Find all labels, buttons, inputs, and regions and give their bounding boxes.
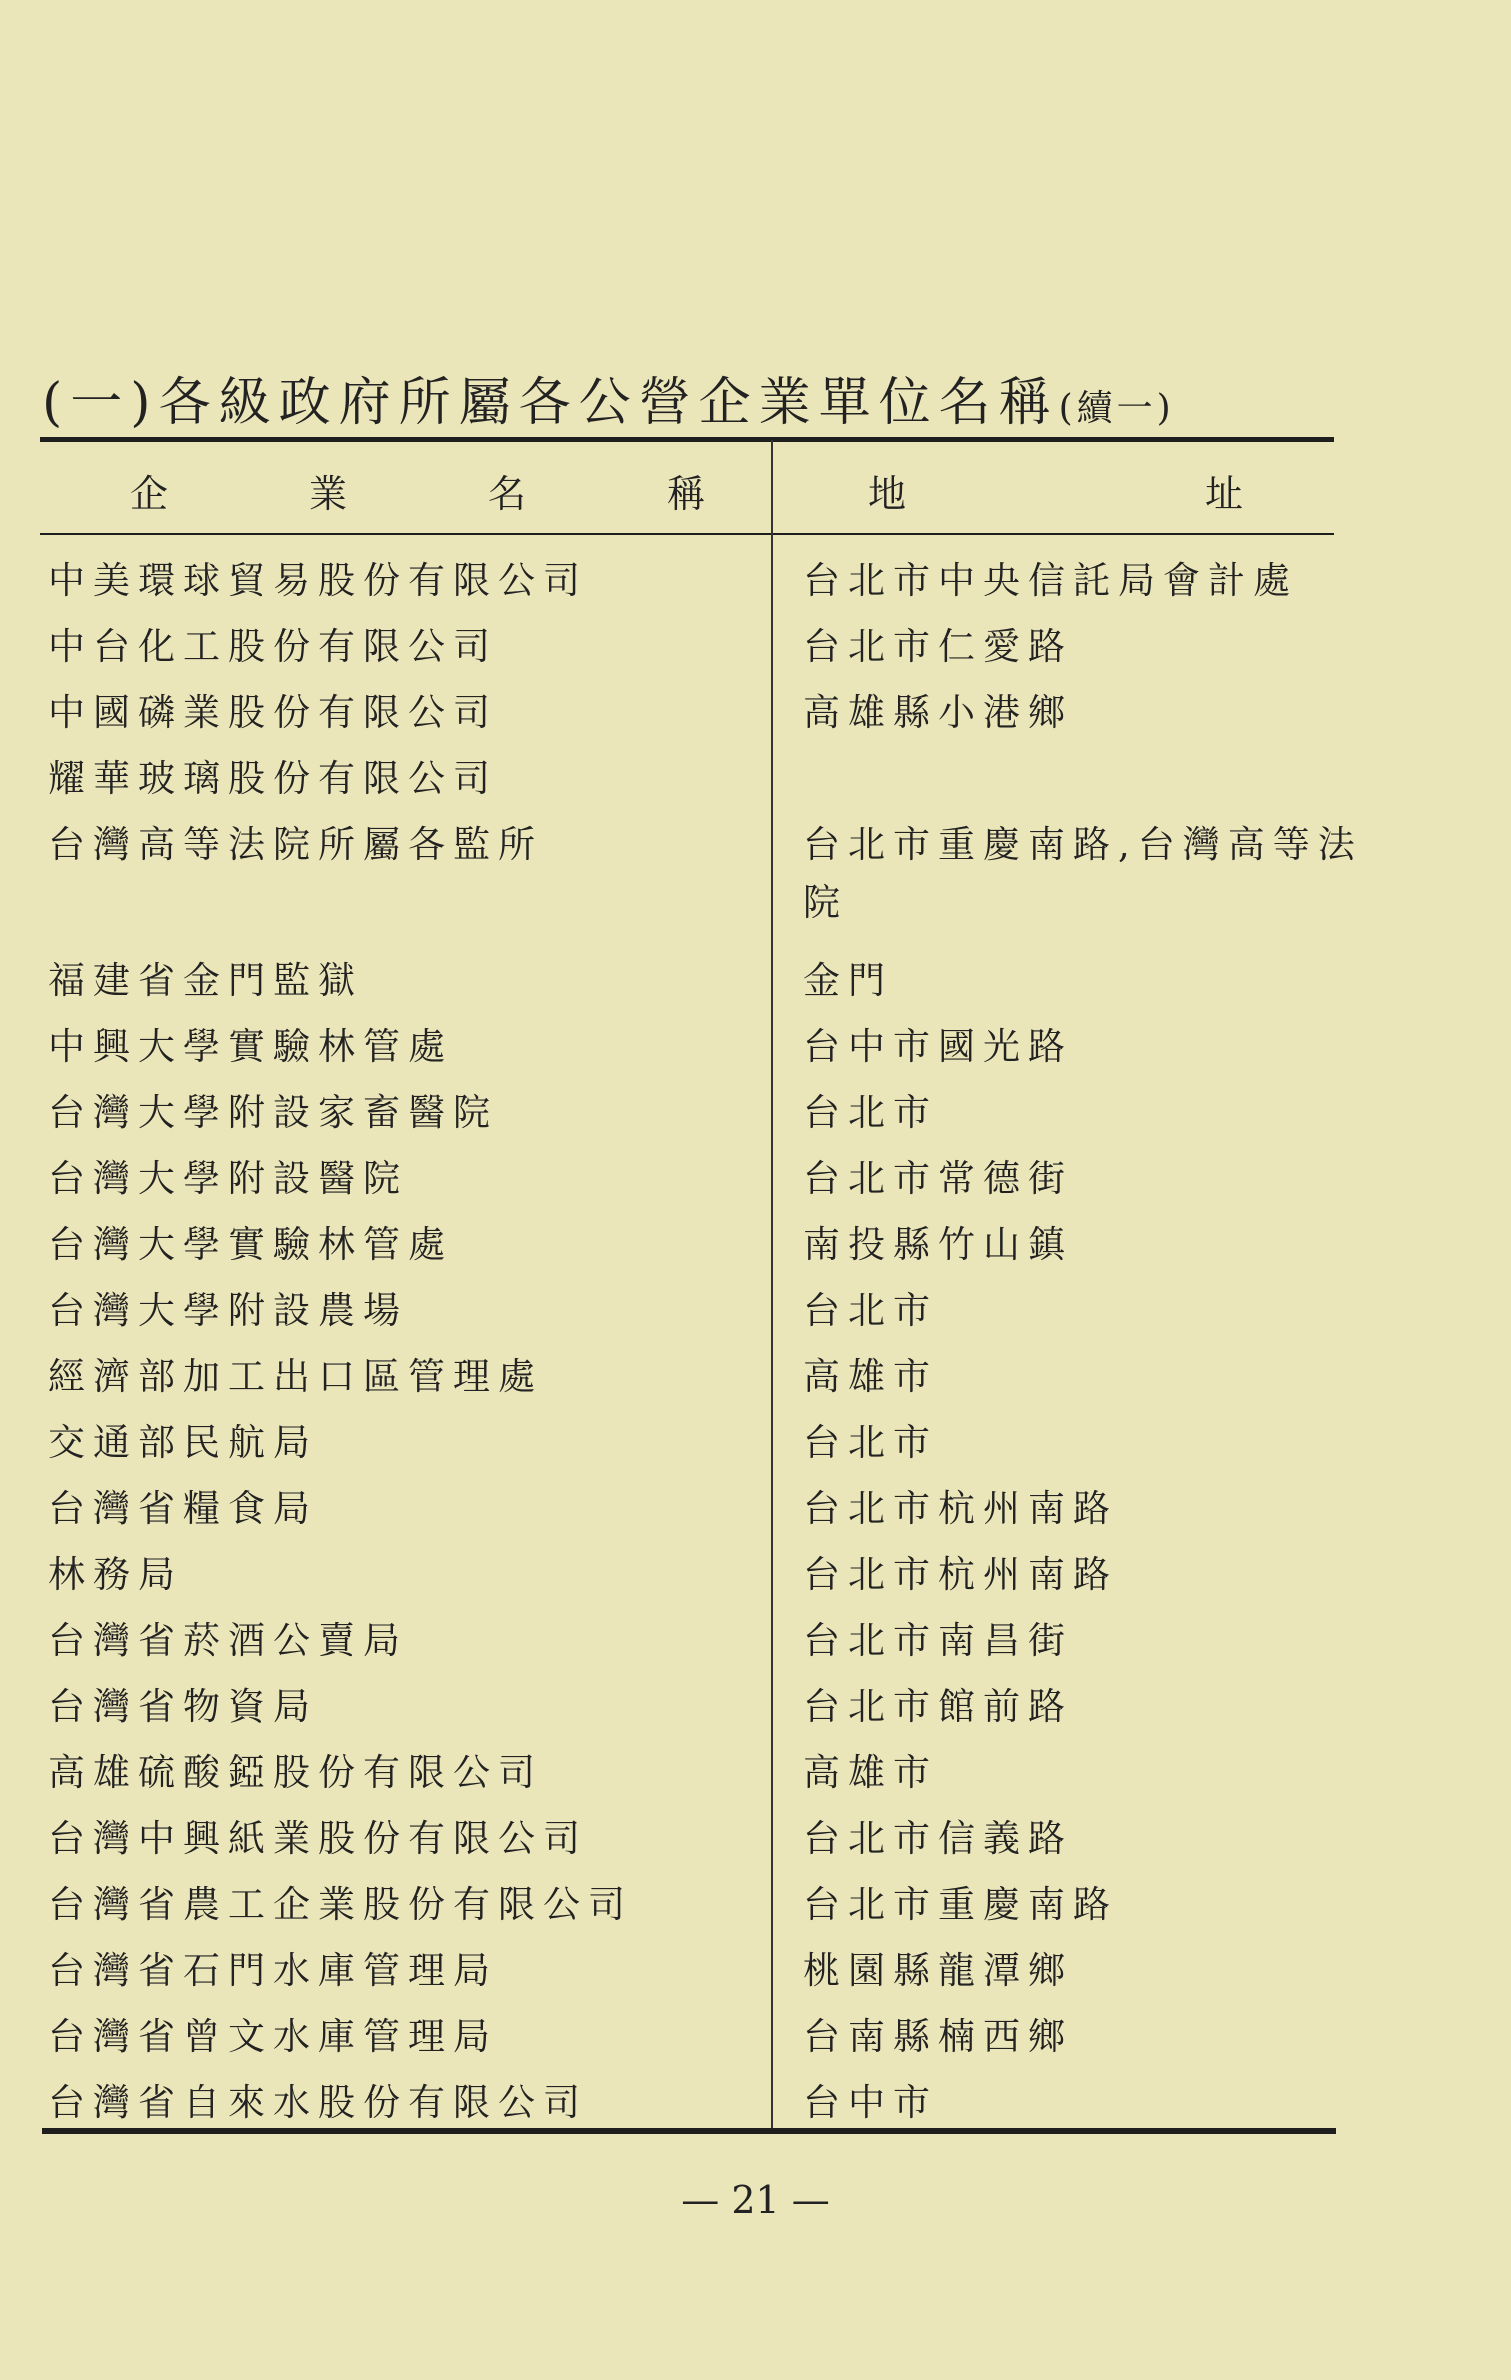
header-bottom-rule: [40, 533, 1334, 535]
header-addr-char: 址: [1204, 471, 1243, 516]
table-row: [0, 1744, 1511, 1810]
enterprise-name: 台灣省石門水庫管理局: [48, 1949, 498, 1992]
enterprise-address: 桃園縣龍潭鄉: [803, 1949, 1073, 1992]
enterprise-address: 台北市仁愛路: [803, 625, 1073, 668]
table-row: [0, 2008, 1511, 2074]
table-row: [0, 816, 1511, 952]
title-suffix: (續一): [1058, 388, 1175, 429]
page-number: — 21 —: [681, 2178, 830, 2222]
header-addr-char: 地: [868, 471, 907, 516]
enterprise-name: 台灣省糧食局: [48, 1487, 318, 1530]
enterprise-name: 台灣省曾文水庫管理局: [48, 2015, 498, 2058]
table-row: [0, 684, 1511, 750]
enterprise-address: 高雄市: [803, 1355, 938, 1398]
table-row: [0, 552, 1511, 618]
table-row: [0, 1348, 1511, 1414]
table-row: [0, 1612, 1511, 1678]
page-title: [42, 360, 1175, 435]
enterprise-address: 高雄縣小港鄉: [803, 691, 1073, 734]
enterprise-name: 台灣省農工企業股份有限公司: [48, 1883, 633, 1926]
enterprise-name: 林務局: [48, 1553, 183, 1596]
enterprise-name: 交通部民航局: [48, 1421, 318, 1464]
enterprise-name: 台灣大學實驗林管處: [48, 1223, 453, 1266]
enterprise-name: 台灣省自來水股份有限公司: [48, 2081, 588, 2124]
enterprise-address: 台北市常德街: [803, 1157, 1073, 1200]
table-row: [0, 1876, 1511, 1942]
title-main: (一)各級政府所屬各公營企業單位名稱: [42, 373, 1059, 433]
table-top-rule: [40, 437, 1334, 442]
table-body: [0, 552, 1511, 2140]
table-row: [0, 1282, 1511, 1348]
table-row: [0, 750, 1511, 816]
enterprise-address: 金門: [803, 959, 893, 1002]
enterprise-name: 台灣高等法院所屬各監所: [48, 823, 543, 866]
table-row: [0, 618, 1511, 684]
table-row: [0, 1546, 1511, 1612]
header-name-char: 名: [487, 471, 526, 516]
table-row: [0, 952, 1511, 1018]
enterprise-address: 台北市信義路: [803, 1817, 1073, 1860]
header-address: [868, 448, 1243, 532]
enterprise-address: 台北市杭州南路: [803, 1487, 1118, 1530]
table-row: [0, 1150, 1511, 1216]
table-row: [0, 1084, 1511, 1150]
enterprise-address: 台中市: [803, 2081, 938, 2124]
enterprise-name: 台灣省菸酒公賣局: [48, 1619, 408, 1662]
enterprise-name: 中台化工股份有限公司: [48, 625, 498, 668]
enterprise-name: 台灣大學附設醫院: [48, 1157, 408, 1200]
table-row: [0, 1810, 1511, 1876]
table-row: [0, 1942, 1511, 2008]
enterprise-name: 台灣省物資局: [48, 1685, 318, 1728]
enterprise-address: 台中市國光路: [803, 1025, 1073, 1068]
header-name: [130, 448, 705, 532]
enterprise-name: 耀華玻璃股份有限公司: [48, 757, 498, 800]
enterprise-address: 台北市杭州南路: [803, 1553, 1118, 1596]
enterprise-address: 台北市: [803, 1091, 938, 1134]
enterprise-name: 中國磷業股份有限公司: [48, 691, 498, 734]
header-name-char: 業: [308, 471, 347, 516]
table-row: [0, 1414, 1511, 1480]
enterprise-address: 台北市: [803, 1421, 938, 1464]
table-row: [0, 1480, 1511, 1546]
enterprise-address: 台北市重慶南路: [803, 1883, 1118, 1926]
table-row: [0, 2074, 1511, 2140]
enterprise-name: 中興大學實驗林管處: [48, 1025, 453, 1068]
enterprise-name: 福建省金門監獄: [48, 959, 363, 1002]
enterprise-name: 高雄硫酸錏股份有限公司: [48, 1751, 543, 1794]
enterprise-address: 高雄市: [803, 1751, 938, 1794]
enterprise-address: 台南縣楠西鄉: [803, 2015, 1073, 2058]
enterprise-address: 台北市中央信託局會計處: [803, 559, 1298, 602]
table-row: [0, 1018, 1511, 1084]
header-name-char: 稱: [666, 471, 705, 516]
enterprise-name: 台灣中興紙業股份有限公司: [48, 1817, 588, 1860]
enterprise-address: 台北市南昌街: [803, 1619, 1073, 1662]
enterprise-name: 經濟部加工出口區管理處: [48, 1355, 543, 1398]
enterprise-name: 台灣大學附設家畜醫院: [48, 1091, 498, 1134]
enterprise-name: 台灣大學附設農場: [48, 1289, 408, 1332]
header-name-char: 企: [130, 471, 169, 516]
enterprise-address: 台北市館前路: [803, 1685, 1073, 1728]
enterprise-address: 台北市: [803, 1289, 938, 1332]
enterprise-address: 南投縣竹山鎮: [803, 1223, 1073, 1266]
table-row: [0, 1216, 1511, 1282]
enterprise-address: 台北市重慶南路,台灣高等法院: [803, 823, 1363, 924]
table-row: [0, 1678, 1511, 1744]
enterprise-name: 中美環球貿易股份有限公司: [48, 559, 588, 602]
